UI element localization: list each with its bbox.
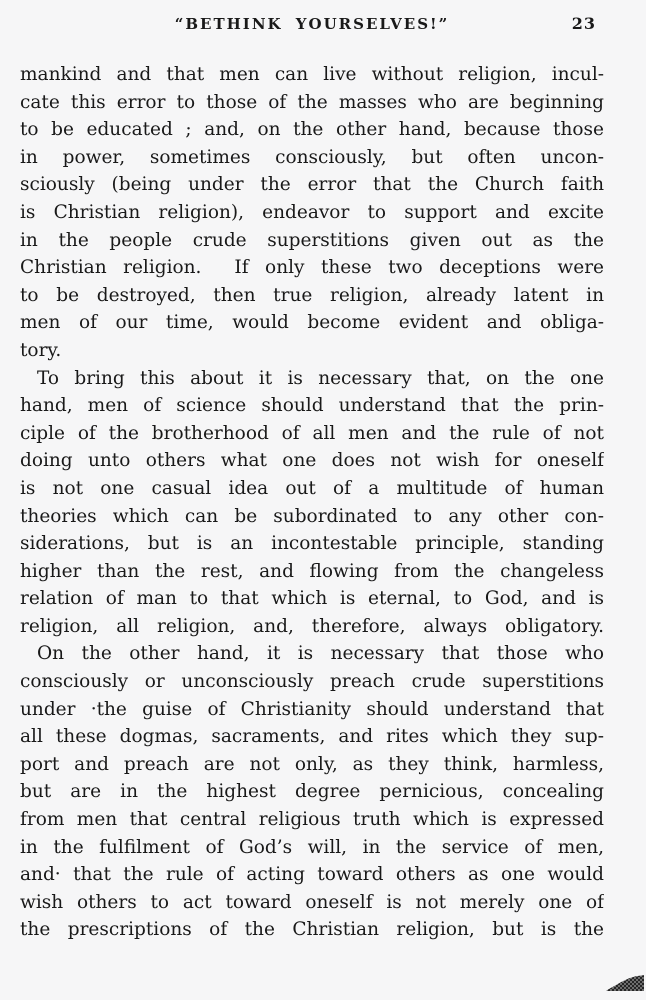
text-line: under ·the guise of Christianity should understand that [20, 698, 604, 720]
text-line: to be educated ; and, on the other hand, because those [20, 119, 604, 141]
running-title: “BETHINK YOURSELVES!” [174, 15, 450, 33]
text-line: higher than the rest, and flowing from the changeless [20, 560, 604, 582]
text-line: and· that the rule of acting toward others as one would [20, 864, 604, 886]
running-header [20, 14, 604, 36]
text-line: consciously or unconsciously preach crude superstitions [20, 671, 604, 693]
text-line: wish others to act toward oneself is not merely one of [20, 891, 604, 913]
text-line: doing unto others what one does not wish for oneself [20, 450, 604, 472]
text-line: relation of man to that which is eternal, to God, and is [20, 588, 604, 610]
text-line: hand, men of science should understand that the prin- [20, 395, 604, 417]
text-line: theories which can be subordinated to any other con- [20, 505, 604, 527]
text-line: the prescriptions of the Christian religion, but is the [20, 919, 604, 941]
text-line: religion, all religion, and, therefore, always obligatory. [20, 615, 604, 637]
text-line: is Christian religion), endeavor to support and excite [20, 201, 604, 223]
text-line: in the fulfilment of God’s will, in the service of men, [20, 836, 604, 858]
text-line: On the other hand, it is necessary that those who [37, 643, 604, 665]
text-line: all these dogmas, sacraments, and rites which they sup- [20, 726, 604, 748]
text-line: Christian religion. If only these two deceptions were [20, 257, 604, 279]
text-line: men of our time, would become evident and obliga- [20, 312, 604, 334]
page-number: 23 [571, 14, 596, 33]
text-line: to be destroyed, then true religion, already latent in [20, 284, 604, 306]
text-line: siderations, but is an incontestable principle, standing [20, 533, 604, 555]
text-line: port and preach are not only, as they think, harmless, [20, 753, 604, 775]
text-line: sciously (being under the error that the Church faith [20, 174, 604, 196]
text-line: but are in the highest degree pernicious, concealing [20, 781, 604, 803]
text-line: To bring this about it is necessary that, on the one [37, 367, 604, 389]
text-line: mankind and that men can live without religion, incul- [20, 64, 604, 85]
body-text [20, 61, 604, 944]
text-line: ciple of the brotherhood of all men and the rule of not [20, 422, 604, 444]
text-line: is not one casual idea out of a multitude of human [20, 477, 604, 499]
page-corner-shadow [606, 973, 644, 991]
text-line: in power, sometimes consciously, but often uncon- [20, 146, 604, 168]
text-line: in the people crude superstitions given out as the [20, 229, 604, 251]
text-line: tory. [20, 339, 62, 361]
text-line: from men that central religious truth which is expressed [20, 809, 604, 831]
text-line: cate this error to those of the masses who are beginning [20, 91, 604, 113]
